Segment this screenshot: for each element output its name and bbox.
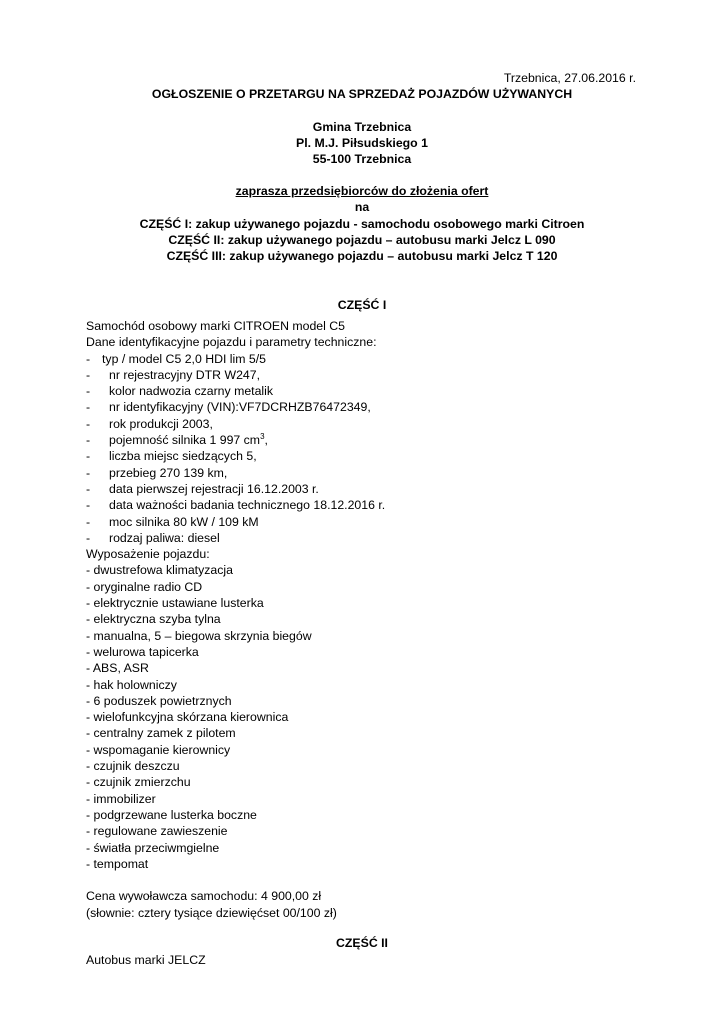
spec-dash: - [86,367,91,382]
equipment-item: - podgrzewane lusterka boczne [86,807,257,822]
part-summary-3: CZĘŚĆ III: zakup używanego pojazdu – autobusu marki Jelcz T 120 [166,249,558,263]
spec-text: pojemność silnika 1 997 cm [109,433,261,448]
spec-dash: - [86,433,91,448]
spec-item [86,448,646,464]
equipment-item: - wspomaganie kierownicy [86,742,231,757]
spec-item [86,383,646,399]
invitation-line [0,183,724,199]
spec-item [86,514,646,530]
equipment-item: - welurowa tapicerka [86,644,199,659]
equipment-item: - regulowane zawieszenie [86,824,228,839]
equipment-item: - elektrycznie ustawiane lusterka [86,596,264,611]
spec-item [86,530,646,546]
spec-item [86,399,646,415]
spec-text: data pierwszej rejestracji 16.12.2003 r. [109,481,319,496]
spec-dash: - [86,351,91,366]
spec-text: kolor nadwozia czarny metalik [109,384,274,399]
spec-dash: - [86,465,91,480]
equipment-item: - czujnik deszczu [86,759,180,774]
spec-text: typ / model C5 2,0 HDI lim 5/5 [102,351,267,366]
spec-item-engine [86,432,646,448]
spec-item [86,497,646,513]
issuer-city: 55-100 Trzebnica [312,152,412,166]
spec-dash: - [86,530,91,545]
equipment-item: - manualna, 5 – biegowa skrzynia biegów [86,628,312,643]
spec-text: nr identyfikacyjny (VIN):VF7DCRHZB76472349, [109,400,371,415]
part-summary-1: CZĘŚĆ I: zakup używanego pojazdu - samochodu osobowego marki Citroen [139,217,585,231]
document-title: OGŁOSZENIE O PRZETARGU NA SPRZEDAŻ POJAZDÓW UŻYWANYCH [151,87,573,101]
spec-suffix: , [264,433,268,448]
part1-heading: CZĘŚĆ I [337,298,387,312]
spec-dash: - [86,416,91,431]
spec-text: przebieg 270 139 km, [109,465,228,480]
spec-text: rok produkcji 2003, [109,416,213,431]
spec-dash: - [86,481,91,496]
spec-text: rodzaj paliwa: diesel [109,530,220,545]
issuer-name: Gmina Trzebnica [312,120,412,134]
equipment-item: - światła przeciwmgielne [86,840,220,855]
spec-superscript: 3 [260,431,265,441]
equipment-item: - centralny zamek z pilotem [86,726,236,741]
equipment-item: - 6 poduszek powietrznych [86,693,232,708]
invitation-text: zaprasza przedsiębiorców do złożenia ofert [235,184,489,198]
spec-dash: - [86,400,91,415]
spec-item [86,481,646,497]
spacer [86,872,646,888]
equipment-item: - ABS, ASR [86,661,149,676]
spec-dash: - [86,384,91,399]
part-summary-2: CZĘŚĆ II: zakup używanego pojazdu – autobusu marki Jelcz L 090 [168,233,556,247]
spec-dash: - [86,514,91,529]
spec-item [86,351,646,367]
starting-price-words: (słownie: cztery tysiące dziewięćset 00/100 zł) [86,905,337,920]
specs-intro: Dane identyfikacyjne pojazdu i parametry techniczne: [86,335,377,350]
equipment-item: - wielofunkcyjna skórzana kierownica [86,710,289,725]
equipment-item: - tempomat [86,856,149,871]
equipment-item: - czujnik zmierzchu [86,775,191,790]
spec-text: moc silnika 80 kW / 109 kM [109,514,259,529]
spec-item [86,416,646,432]
document-date: Trzebnica, 27.06.2016 r. [503,71,636,85]
spec-dash: - [86,449,91,464]
spec-text: liczba miejsc siedzących 5, [109,449,257,464]
equipment-item: - elektryczna szyba tylna [86,612,221,627]
issuer-street: Pl. M.J. Piłsudskiego 1 [296,136,428,150]
equipment-item: - dwustrefowa klimatyzacja [86,563,233,578]
invitation-na: na [354,200,370,214]
starting-price: Cena wywoławcza samochodu: 4 900,00 zł [86,889,322,904]
part2-vehicle: Autobus marki JELCZ [86,953,206,967]
equipment-item: - oryginalne radio CD [86,579,203,594]
spec-item [86,367,646,383]
spec-item [86,465,646,481]
equipment-intro: Wyposażenie pojazdu: [86,547,210,562]
part1-body [86,318,646,921]
vehicle-line: Samochód osobowy marki CITROEN model C5 [86,319,346,333]
spec-text: data ważności badania technicznego 18.12.2016 r. [109,498,386,513]
part2-heading: CZĘŚĆ II [336,936,388,950]
equipment-item: - immobilizer [86,791,156,806]
equipment-item: - hak holowniczy [86,677,177,692]
spec-dash: - [86,498,91,513]
spec-text: nr rejestracyjny DTR W247, [109,367,261,382]
